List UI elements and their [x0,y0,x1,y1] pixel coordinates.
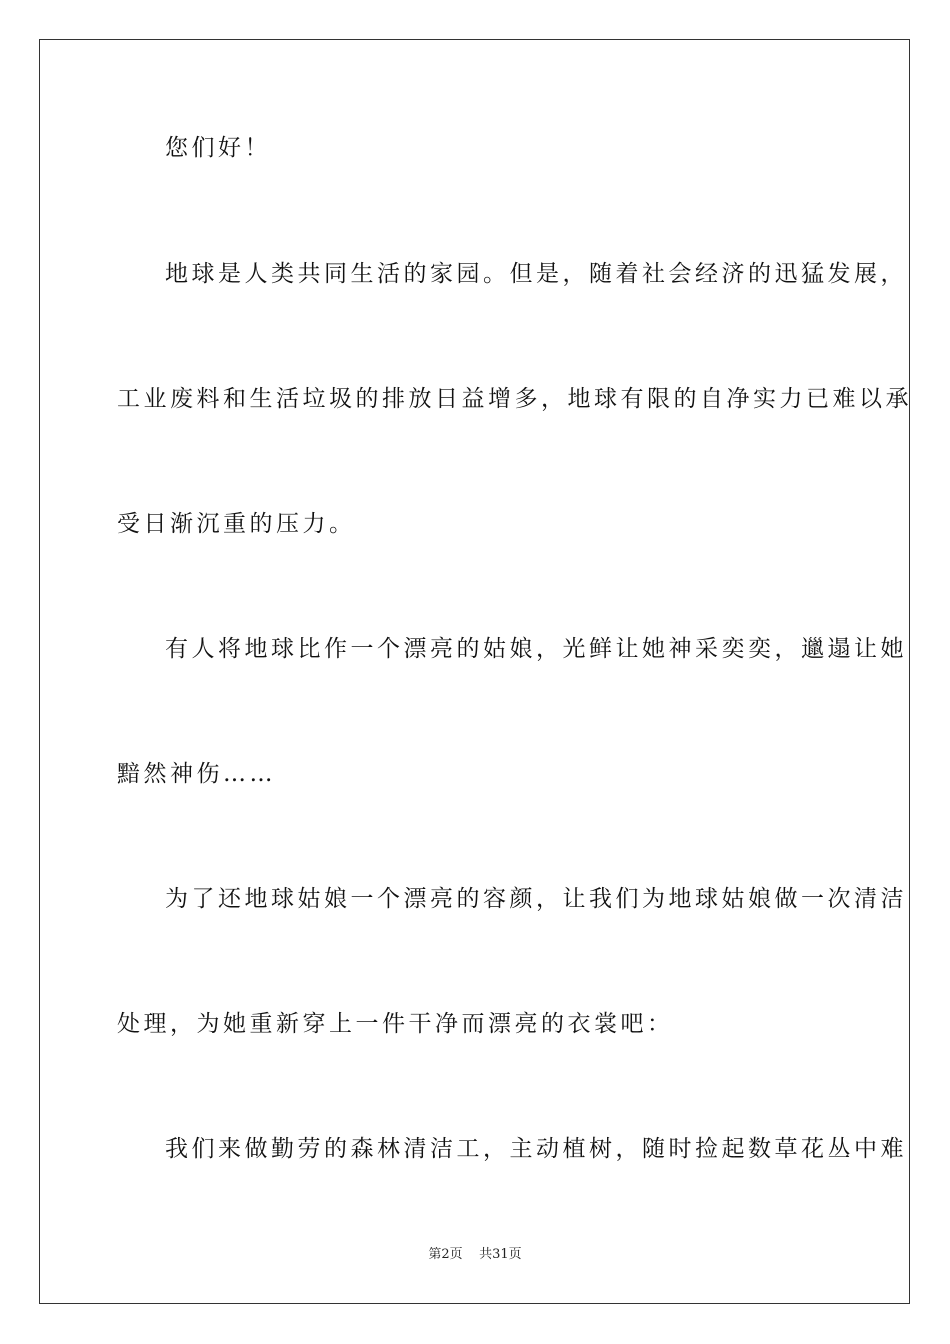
paragraph-1-line-3: 受日渐沉重的压力。 [117,511,356,537]
paragraph-1-line-1: 地球是人类共同生活的家园。但是，随着社会经济的迅猛发展， [165,261,907,287]
paragraph-3-line-2: 处理，为她重新穿上一件干净而漂亮的衣裳吧： [117,1011,674,1037]
paragraph-3-line-1: 为了还地球姑娘一个漂亮的容颜，让我们为地球姑娘做一次清洁 [165,886,907,912]
paragraph-4-line-1: 我们来做勤劳的森林清洁工，主动植树，随时捡起数草花丛中难 [165,1136,907,1162]
page-frame [39,39,910,1304]
paragraph-2-line-1: 有人将地球比作一个漂亮的姑娘，光鲜让她神采奕奕，邋遢让她 [165,636,907,662]
paragraph-1-line-2: 工业废料和生活垃圾的排放日益增多，地球有限的自净实力已难以承 [117,386,912,412]
page-number-footer: 第2页 共31页 [428,1247,522,1262]
paragraph-2-line-2: 黯然神伤…… [117,761,276,787]
greeting-line: 您们好！ [165,135,271,161]
